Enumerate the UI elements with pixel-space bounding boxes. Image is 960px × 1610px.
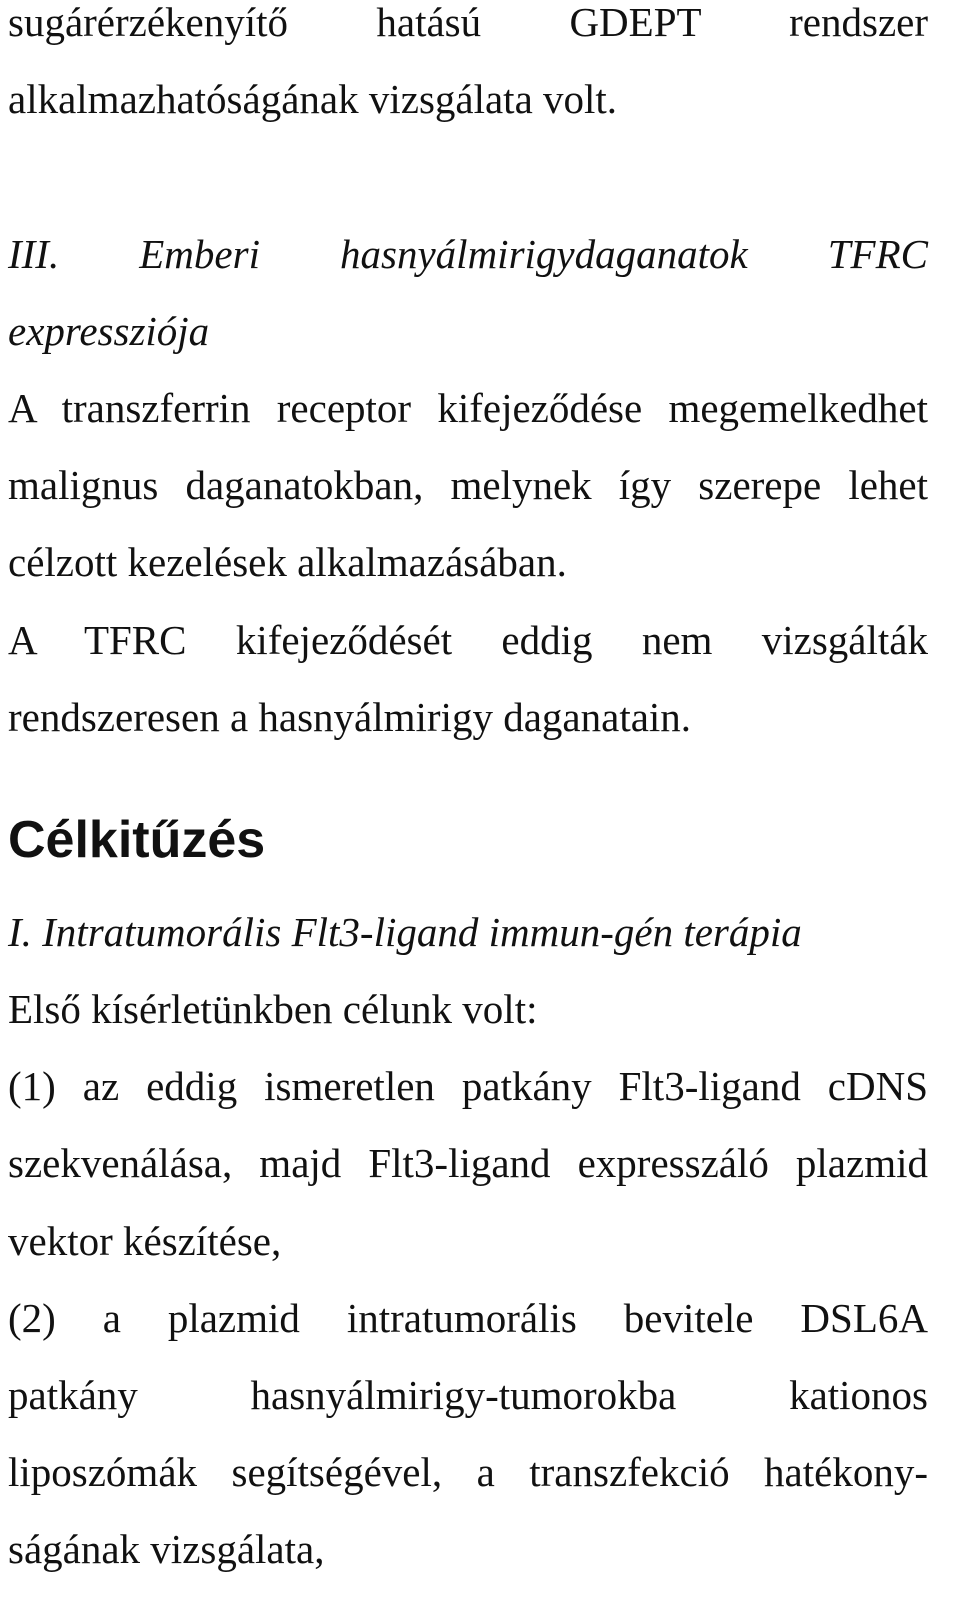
body-text-line: Első kísérletünkben célunk volt: [8, 986, 538, 1033]
subsection-title: I. Intratumorális Flt3-ligand immun-gén terápia [8, 908, 802, 955]
list-item-line: patkány hasnyálmirigy-tumorokba kationos [8, 1372, 928, 1418]
list-item-line: (1) az eddig ismeretlen patkány Flt3-ligand cDNS [8, 1063, 928, 1110]
document-page [8, 0, 928, 1589]
paragraph-spacer [8, 138, 928, 215]
body-text-line: rendszeresen a hasnyálmirigy daganatain. [8, 693, 692, 740]
list-item-line: liposzómák segítségével, a transzfekció hatékony- [8, 1449, 928, 1496]
body-text-line: malignus daganatokban, melynek így szerepe lehet [8, 462, 928, 509]
body-text-line: alkalmazhatóságának vizsgálata volt. [8, 76, 618, 123]
section-heading: Célkitűzés [8, 810, 266, 869]
list-item-line: (2) a plazmid intratumorális bevitele DSL6A [8, 1294, 928, 1341]
body-text-line: sugárérzékenyítő hatású GDEPT rendszer [8, 0, 928, 45]
list-item-line: szekvenálása, majd Flt3-ligand expresszáló plazmid [8, 1140, 928, 1187]
list-item-line: ságának vizsgálata, [8, 1526, 325, 1573]
list-item-line: vektor készítése, [8, 1217, 282, 1264]
section-title-line: expressziója [8, 307, 210, 354]
section-title-line: III. Emberi hasnyálmirigydaganatok TFRC [8, 230, 928, 277]
body-text-line: A transzferrin receptor kifejeződése megemelkedhet [8, 384, 928, 431]
body-text-line: célzott kezelések alkalmazásában. [8, 539, 567, 586]
body-text-line: A TFRC kifejeződését eddig nem vizsgálták [8, 616, 928, 663]
